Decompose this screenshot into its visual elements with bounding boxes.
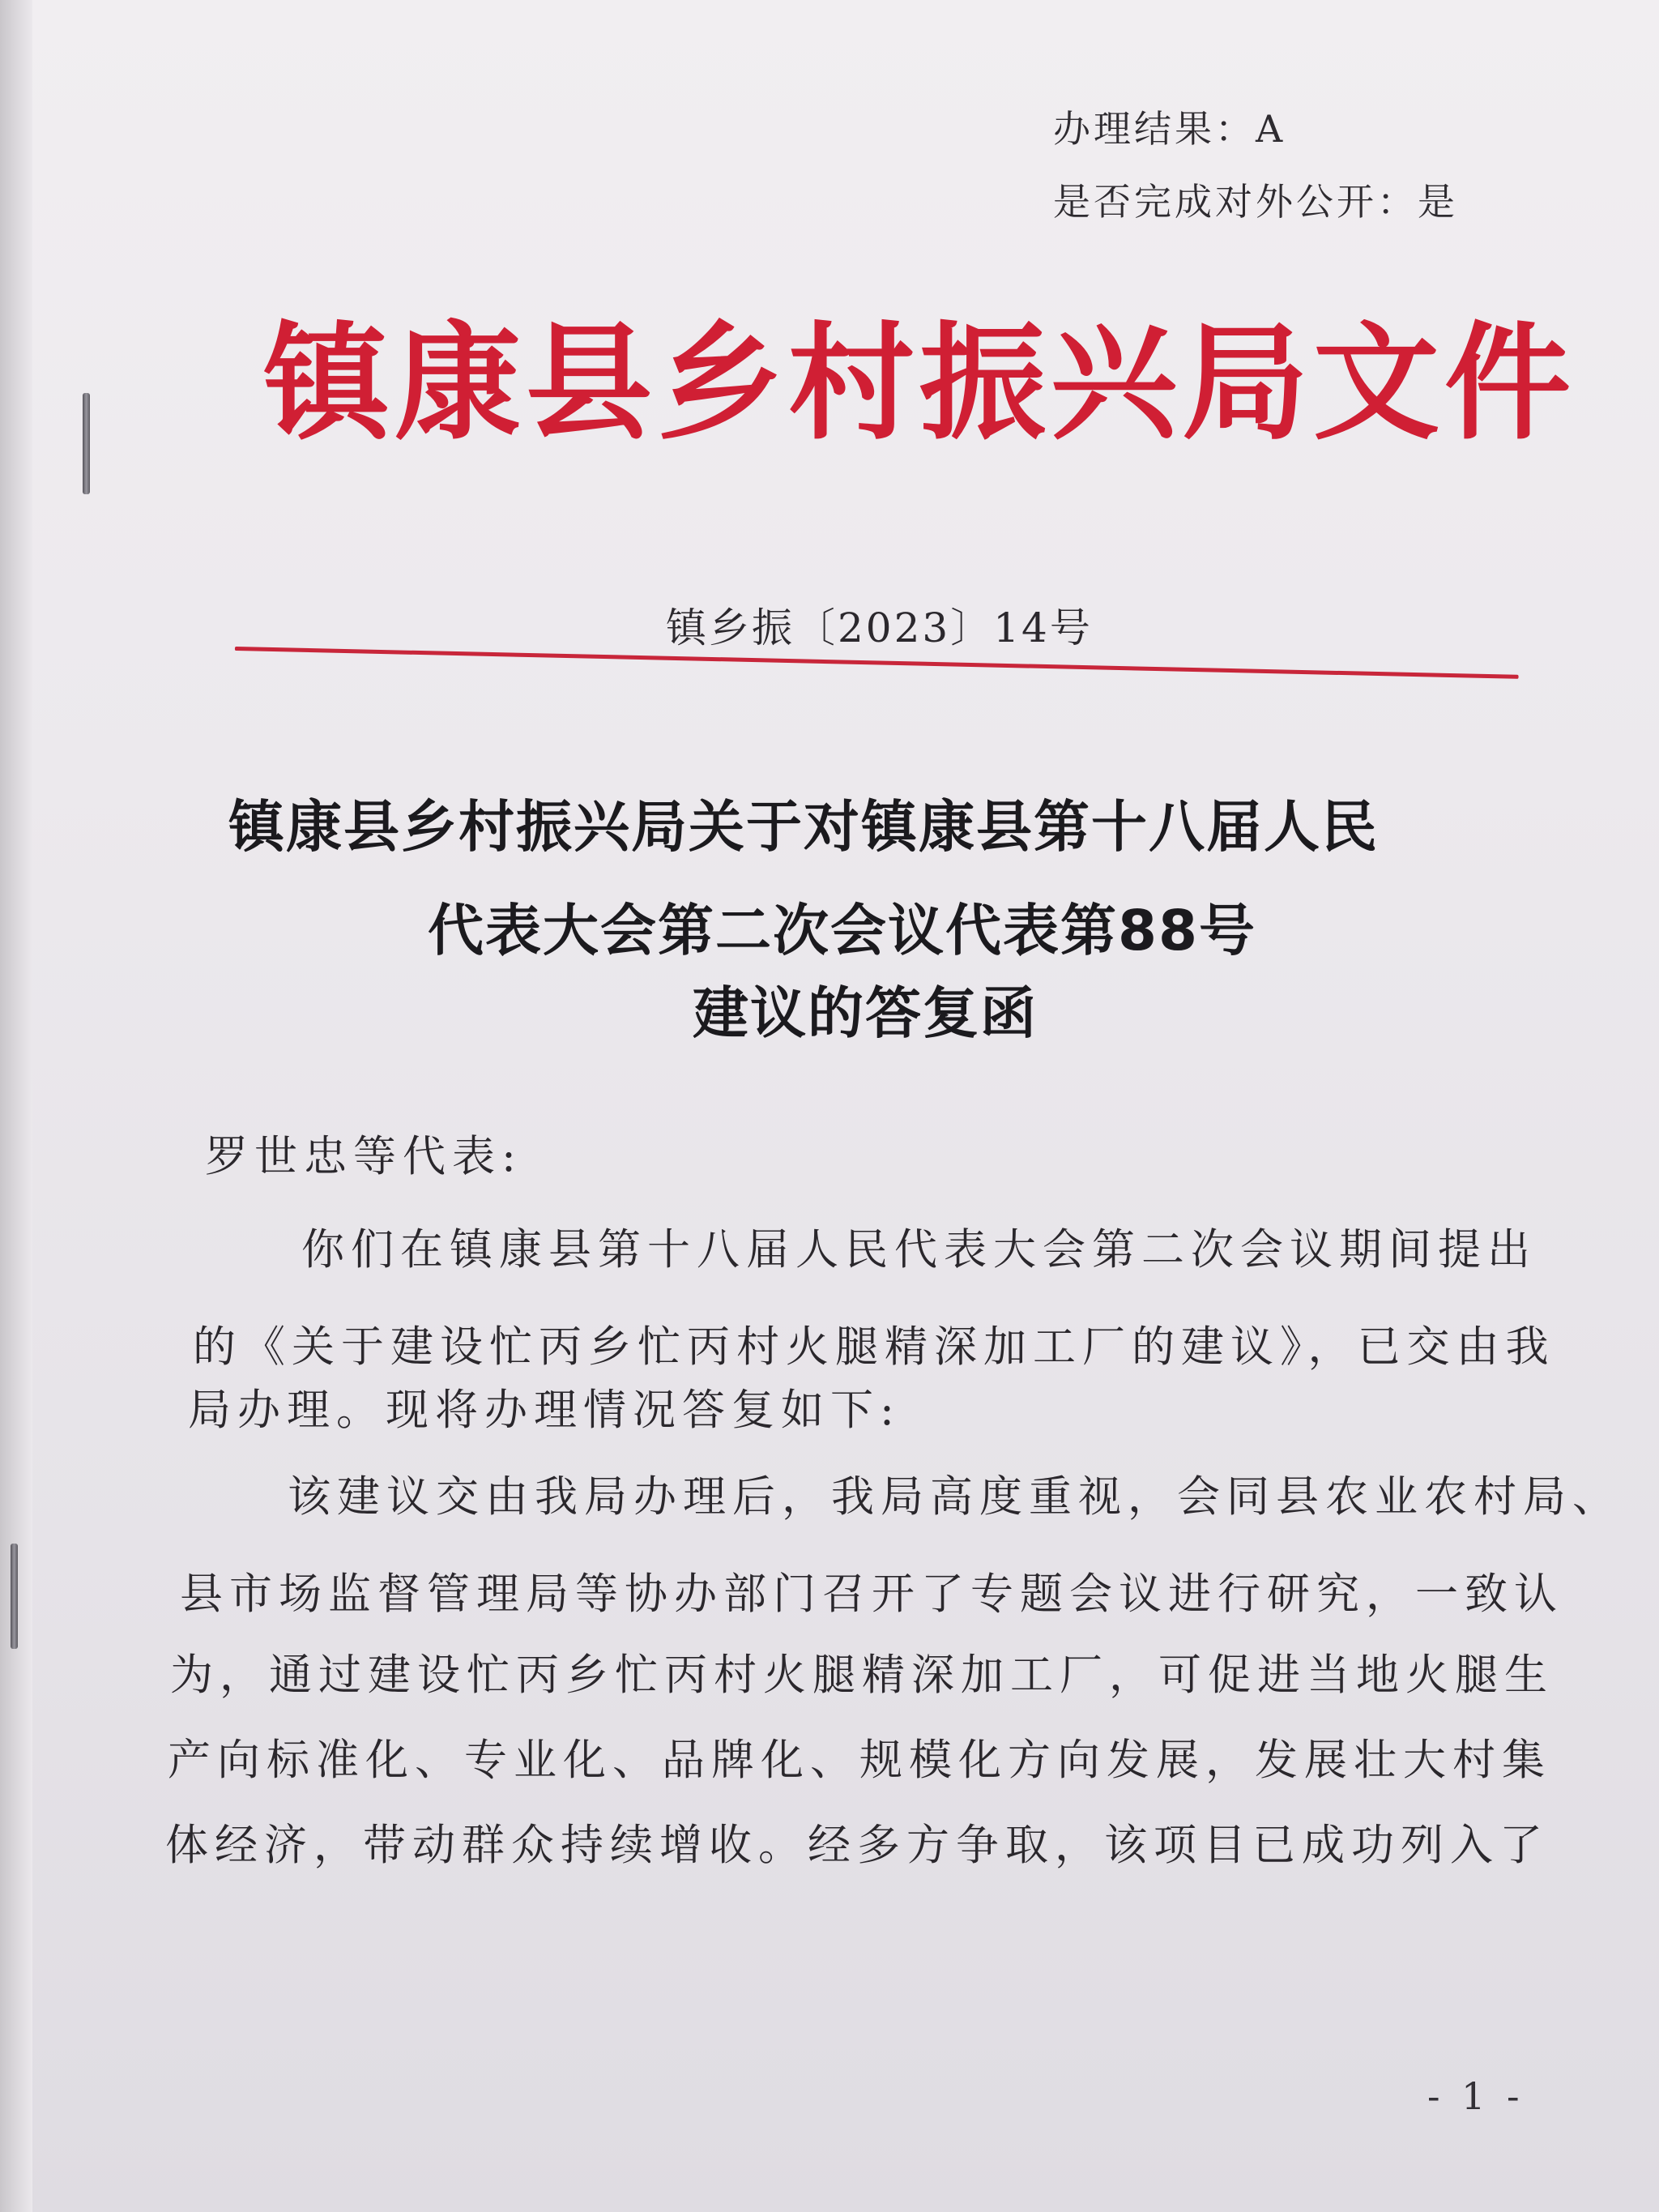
document-number: 镇乡振〔2023〕14号 (666, 604, 1093, 651)
stacked-page-edge (0, 0, 32, 2212)
reply-heading-line-3: 建议的答复函 (693, 981, 1038, 1046)
paragraph-2-line: 产向标准化、专业化、品牌化、规模化方向发展，发展壮大村集 (168, 1736, 1551, 1785)
staple-bottom-icon (11, 1544, 18, 1649)
paragraph-1-line: 局办理。现将办理情况答复如下: (188, 1386, 901, 1435)
page-number: - 1 - (1427, 2074, 1525, 2118)
public-disclosure-status: 是否完成对外公开：是 (1053, 180, 1458, 224)
paragraph-2-line: 体经济，带动群众持续增收。经多方争取，该项目已成功列入了 (165, 1821, 1549, 1870)
letterhead-title: 镇康县乡村振兴局文件 (263, 310, 1576, 457)
staple-top-icon (83, 393, 90, 494)
paragraph-2-line: 该建议交由我局办理后，我局高度重视，会同县农业农村局、 (288, 1472, 1622, 1522)
paragraph-2-line: 县市场监督管理局等协办部门召开了专题会议进行研究，一致认 (180, 1569, 1563, 1619)
paragraph-2-line: 为，通过建设忙丙乡忙丙村火腿精深加工厂，可促进当地火腿生 (170, 1650, 1554, 1700)
handling-result: 办理结果：A (1053, 107, 1286, 151)
reply-heading-line-2: 代表大会第二次会议代表第88号 (428, 899, 1257, 963)
paragraph-1-line: 的《关于建设忙丙乡忙丙村火腿精深加工厂的建议》，已交由我 (193, 1322, 1555, 1372)
salutation: 罗世忠等代表: (205, 1132, 522, 1181)
reply-heading-line-1: 镇康县乡村振兴局关于对镇康县第十八届人民 (228, 795, 1379, 860)
paragraph-1-line: 你们在镇康县第十八届人民代表大会第二次会议期间提出 (301, 1225, 1537, 1275)
